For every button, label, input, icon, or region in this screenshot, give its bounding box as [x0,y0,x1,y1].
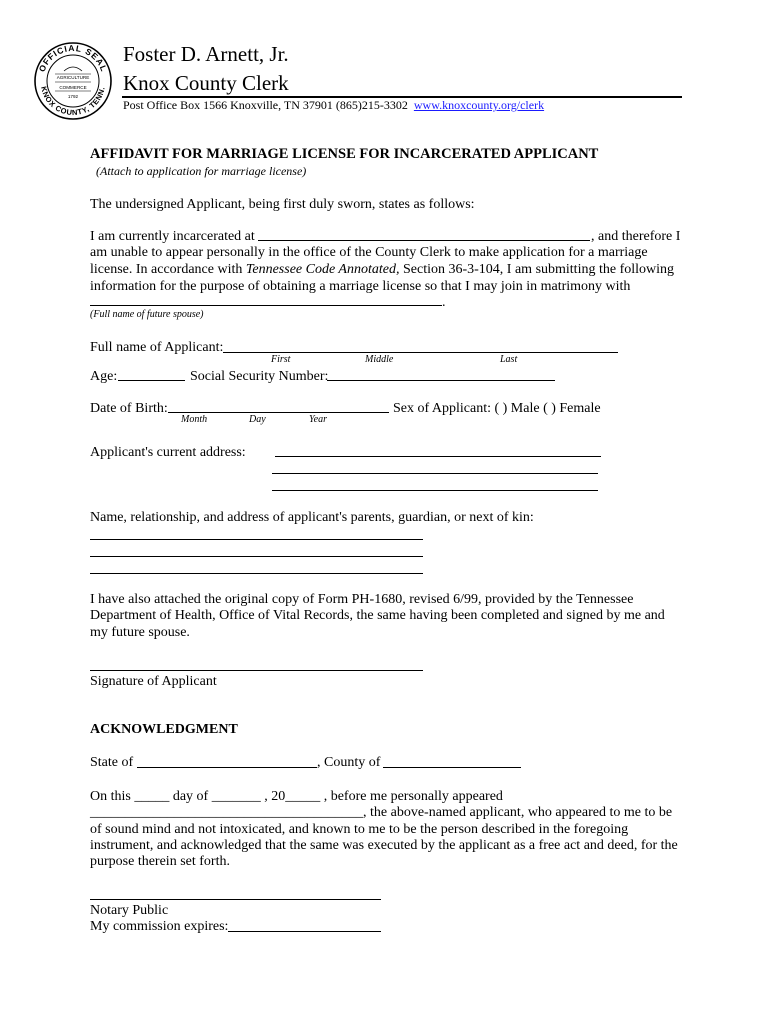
statute-name: Tennessee Code Annotated, [245,262,400,277]
line3-start: license. In accordance with [90,262,246,277]
seal-ring-top: OFFICIAL SEAL [36,42,110,74]
state-label: State of [90,755,134,770]
age-label: Age: [90,369,118,384]
caption-middle: Middle [365,354,394,365]
incarcerated-line1-end: , and therefore I [591,229,681,244]
intro-statement: The undersigned Applicant, being first duly sworn, states as follows: [90,197,475,212]
age-field[interactable] [118,380,185,381]
incarcerated-line4: information for the purpose of obtaining a marriage license so that I may join in matrimony with [90,279,631,294]
commission-expires-field[interactable] [228,931,381,932]
acknowledgment-heading: ACKNOWLEDGMENT [90,722,238,737]
line3-end: Section 36-3-104, I am submitting the following [399,262,675,277]
incarcerated-line3 [90,261,674,278]
address-line [123,98,544,112]
facility-name-field[interactable] [258,240,590,241]
website-link[interactable]: www.knoxcounty.org/clerk [413,98,545,112]
clerk-office: Knox County Clerk [123,71,289,95]
svg-text:KNOX COUNTY, TENN. [39,86,107,118]
caption-month: Month [181,414,208,425]
notary-signature-field[interactable] [90,899,381,900]
full-name-label: Full name of Applicant: [90,340,224,355]
postal-address: Post Office Box 1566 Knoxville, TN 37901 (865)215-3302 [123,98,408,112]
seal-center-line-1: AGRICULTURE [56,75,90,80]
clerk-name: Foster D. Arnett, Jr. [123,42,289,66]
caption-last: Last [500,354,518,365]
appeared-line[interactable]: _______________________________________, the above-named applicant, who appeared to me to be [90,805,673,820]
address-line-2-field[interactable] [272,473,598,474]
svg-text:OFFICIAL SEAL [37,43,110,73]
caption-day: Day [249,414,266,425]
attached-line-3: my future spouse. [90,625,190,640]
county-label: , County of [317,755,381,770]
form-title: AFFIDAVIT FOR MARRIAGE LICENSE FOR INCARCERATED APPLICANT [90,146,599,162]
incarcerated-label: I am currently incarcerated at [90,229,255,244]
address-line-3-field[interactable] [272,490,598,491]
future-spouse-name-field[interactable] [90,305,442,306]
notary-public-label: Notary Public [90,903,169,918]
date-of-birth-field[interactable] [168,412,389,413]
ack-line-3: of sound mind and not intoxicated, and known to me to be the person described in the foregoing [90,822,629,837]
commission-label: My commission expires: [90,919,229,934]
signature-label: Signature of Applicant [90,674,217,689]
applicant-signature-field[interactable] [90,670,423,671]
applicant-full-name-field[interactable] [223,352,618,353]
county-field[interactable] [383,767,521,768]
spouse-period: . [442,295,446,310]
caption-year: Year [309,414,327,425]
ssn-label: Social Security Number: [190,369,329,384]
sex-selector[interactable]: Sex of Applicant: ( ) Male ( ) Female [393,401,601,416]
kin-line-3-field[interactable] [90,573,423,574]
caption-first: First [271,354,291,365]
attached-line-2: Department of Health, Office of Vital Records, the same having been completed and signed by me and [90,608,665,623]
ack-line-4: instrument, and acknowledged that the same was executed by the applicant as a free act and deed, for the [90,838,678,853]
seal-center-line-2: COMMERCE [59,85,87,90]
state-field[interactable] [137,767,317,768]
ssn-field[interactable] [327,380,555,381]
attached-line-1: I have also attached the original copy of Form PH-1680, revised 6/99, provided by the Tennessee [90,592,634,607]
address-line-1-field[interactable] [275,456,601,457]
kin-label: Name, relationship, and address of applicant's parents, guardian, or next of kin: [90,510,534,525]
address-label: Applicant's current address: [90,445,246,460]
dob-label: Date of Birth: [90,401,168,416]
seal-year: 1792 [67,94,79,99]
form-subtitle: (Attach to application for marriage license) [96,164,307,178]
county-seal [33,41,113,121]
incarcerated-line2: am unable to appear personally in the office of the County Clerk to make application for a marriage [90,245,648,260]
ack-line-5: purpose therein set forth. [90,854,230,869]
on-this-line[interactable]: On this _____ day of _______ , 20_____ , before me personally appeared [90,789,503,804]
kin-line-2-field[interactable] [90,556,423,557]
kin-line-1-field[interactable] [90,539,423,540]
seal-ring-bottom: KNOX COUNTY, TENN. [39,85,107,118]
spouse-caption: (Full name of future spouse) [90,309,204,320]
